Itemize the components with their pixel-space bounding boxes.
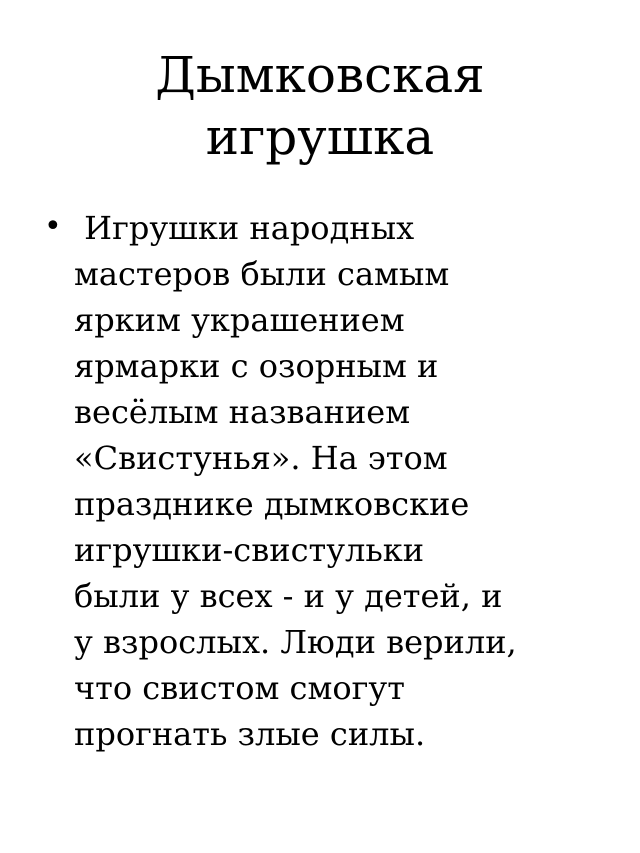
bullet-text-line: «Свистунья». На этом [74, 439, 448, 477]
bullet-text-line: игрушки-свистульки [74, 531, 425, 569]
bullet-item [0, 205, 640, 757]
slide-title [0, 44, 640, 168]
bullet-marker: • [44, 209, 62, 244]
bullet-text-line: Игрушки народных [74, 209, 415, 247]
bullet-text-line: что свистом смогут [74, 669, 405, 707]
slide-title-line: Дымковская [155, 46, 485, 104]
bullet-text-line: мастеров были самым [74, 255, 450, 293]
bullet-text-line: прогнать злые силы. [74, 715, 426, 753]
bullet-text-line: у взрослых. Люди верили, [74, 623, 517, 661]
bullet-text-line: весёлым названием [74, 393, 411, 431]
slide-title-line: игрушка [205, 108, 435, 166]
bullet-text [74, 205, 610, 757]
bullet-text-line: ярмарки с озорным и [74, 347, 439, 385]
bullet-text-line: ярким украшением [74, 301, 405, 339]
bullet-text-line: были у всех - и у детей, и [74, 577, 503, 615]
bullet-text-line: празднике дымковские [74, 485, 470, 523]
bullet-list [0, 205, 640, 757]
